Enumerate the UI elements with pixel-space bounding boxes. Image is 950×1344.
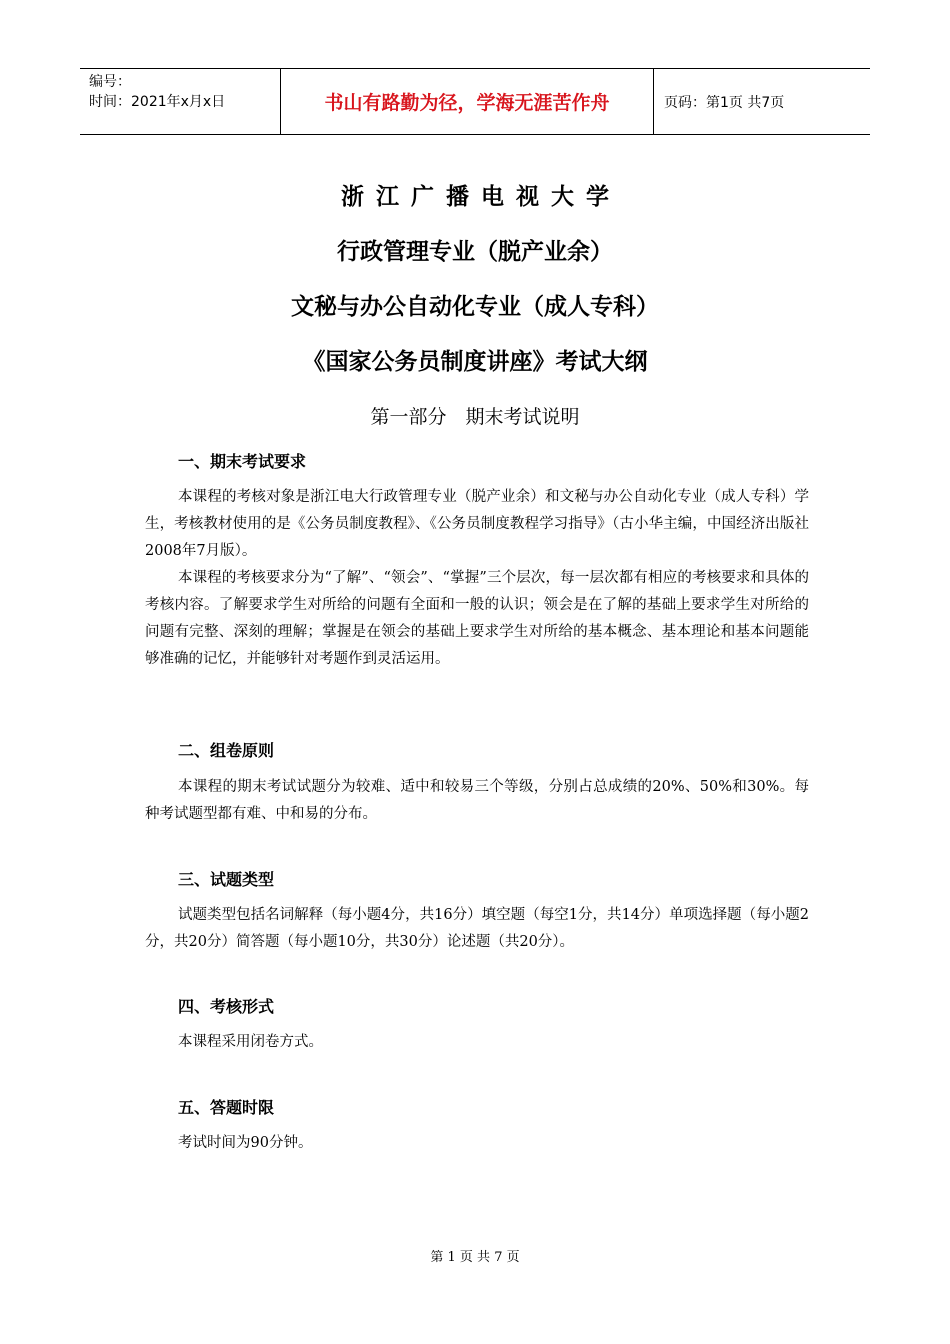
section-paragraph: 本课程采用闭卷方式。 <box>178 1034 323 1050</box>
section-heading: 四、考核形式 <box>178 997 275 1016</box>
section-paragraph: 本课程的期末考试试题分为较难、适中和较易三个等级，分别占总成绩的20%、50%和30%。每种考试题型都有难、中和易的分布。 <box>145 779 809 822</box>
header-table <box>80 68 870 135</box>
section-paragraph: 考试时间为90分钟。 <box>178 1135 313 1151</box>
time-label: 时间：2021年x月x日 <box>89 94 226 110</box>
header-page-info: 页码：第1页 共7页 <box>664 94 785 111</box>
part-title: 第一部分 期末考试说明 <box>370 406 580 428</box>
page-footer: 第 1 页 共 7 页 <box>430 1250 520 1265</box>
university-title: 浙江广播电视大学 <box>341 184 621 210</box>
number-label: 编号： <box>89 74 131 90</box>
section-heading: 二、组卷原则 <box>178 741 275 760</box>
section-paragraph: 试题类型包括名词解释（每小题4分，共16分）填空题（每空1分，共14分）单项选择题（每小题2分，共20分）简答题（每小题10分，共30分）论述题（共20分）。 <box>145 907 809 950</box>
major-title-1: 行政管理专业（脱产业余） <box>337 239 613 265</box>
course-title: 《国家公务员制度讲座》考试大纲 <box>302 349 648 375</box>
section-paragraph: 本课程的考核对象是浙江电大行政管理专业（脱产业余）和文秘与办公自动化专业（成人专科）学生，考核教材使用的是《公务员制度教程》、《公务员制度教程学习指导》（古小华主编，中国经济出版社2008年7月版）。 <box>145 489 809 559</box>
section-heading: 五、答题时限 <box>178 1098 275 1117</box>
section-heading: 三、试题类型 <box>178 870 275 889</box>
section-heading: 一、期末考试要求 <box>178 452 307 471</box>
major-title-2: 文秘与办公自动化专业（成人专科） <box>291 294 659 320</box>
header-meta-cell <box>80 69 281 134</box>
section-paragraph: 本课程的考核要求分为“了解”、“领会”、“掌握”三个层次，每一层次都有相应的考核要求和具体的考核内容。了解要求学生对所给的问题有全面和一般的认识；领会是在了解的基础上要求学生对所给的问题有完整、深刻的理解；掌握是在领会的基础上要求学生对所给的基本概念、基本理论和基本问题能够准确的记忆，并能够针对考题作到灵活运用。 <box>145 570 809 667</box>
header-motto: 书山有路勤为径，学海无涯苦作舟 <box>281 69 654 134</box>
